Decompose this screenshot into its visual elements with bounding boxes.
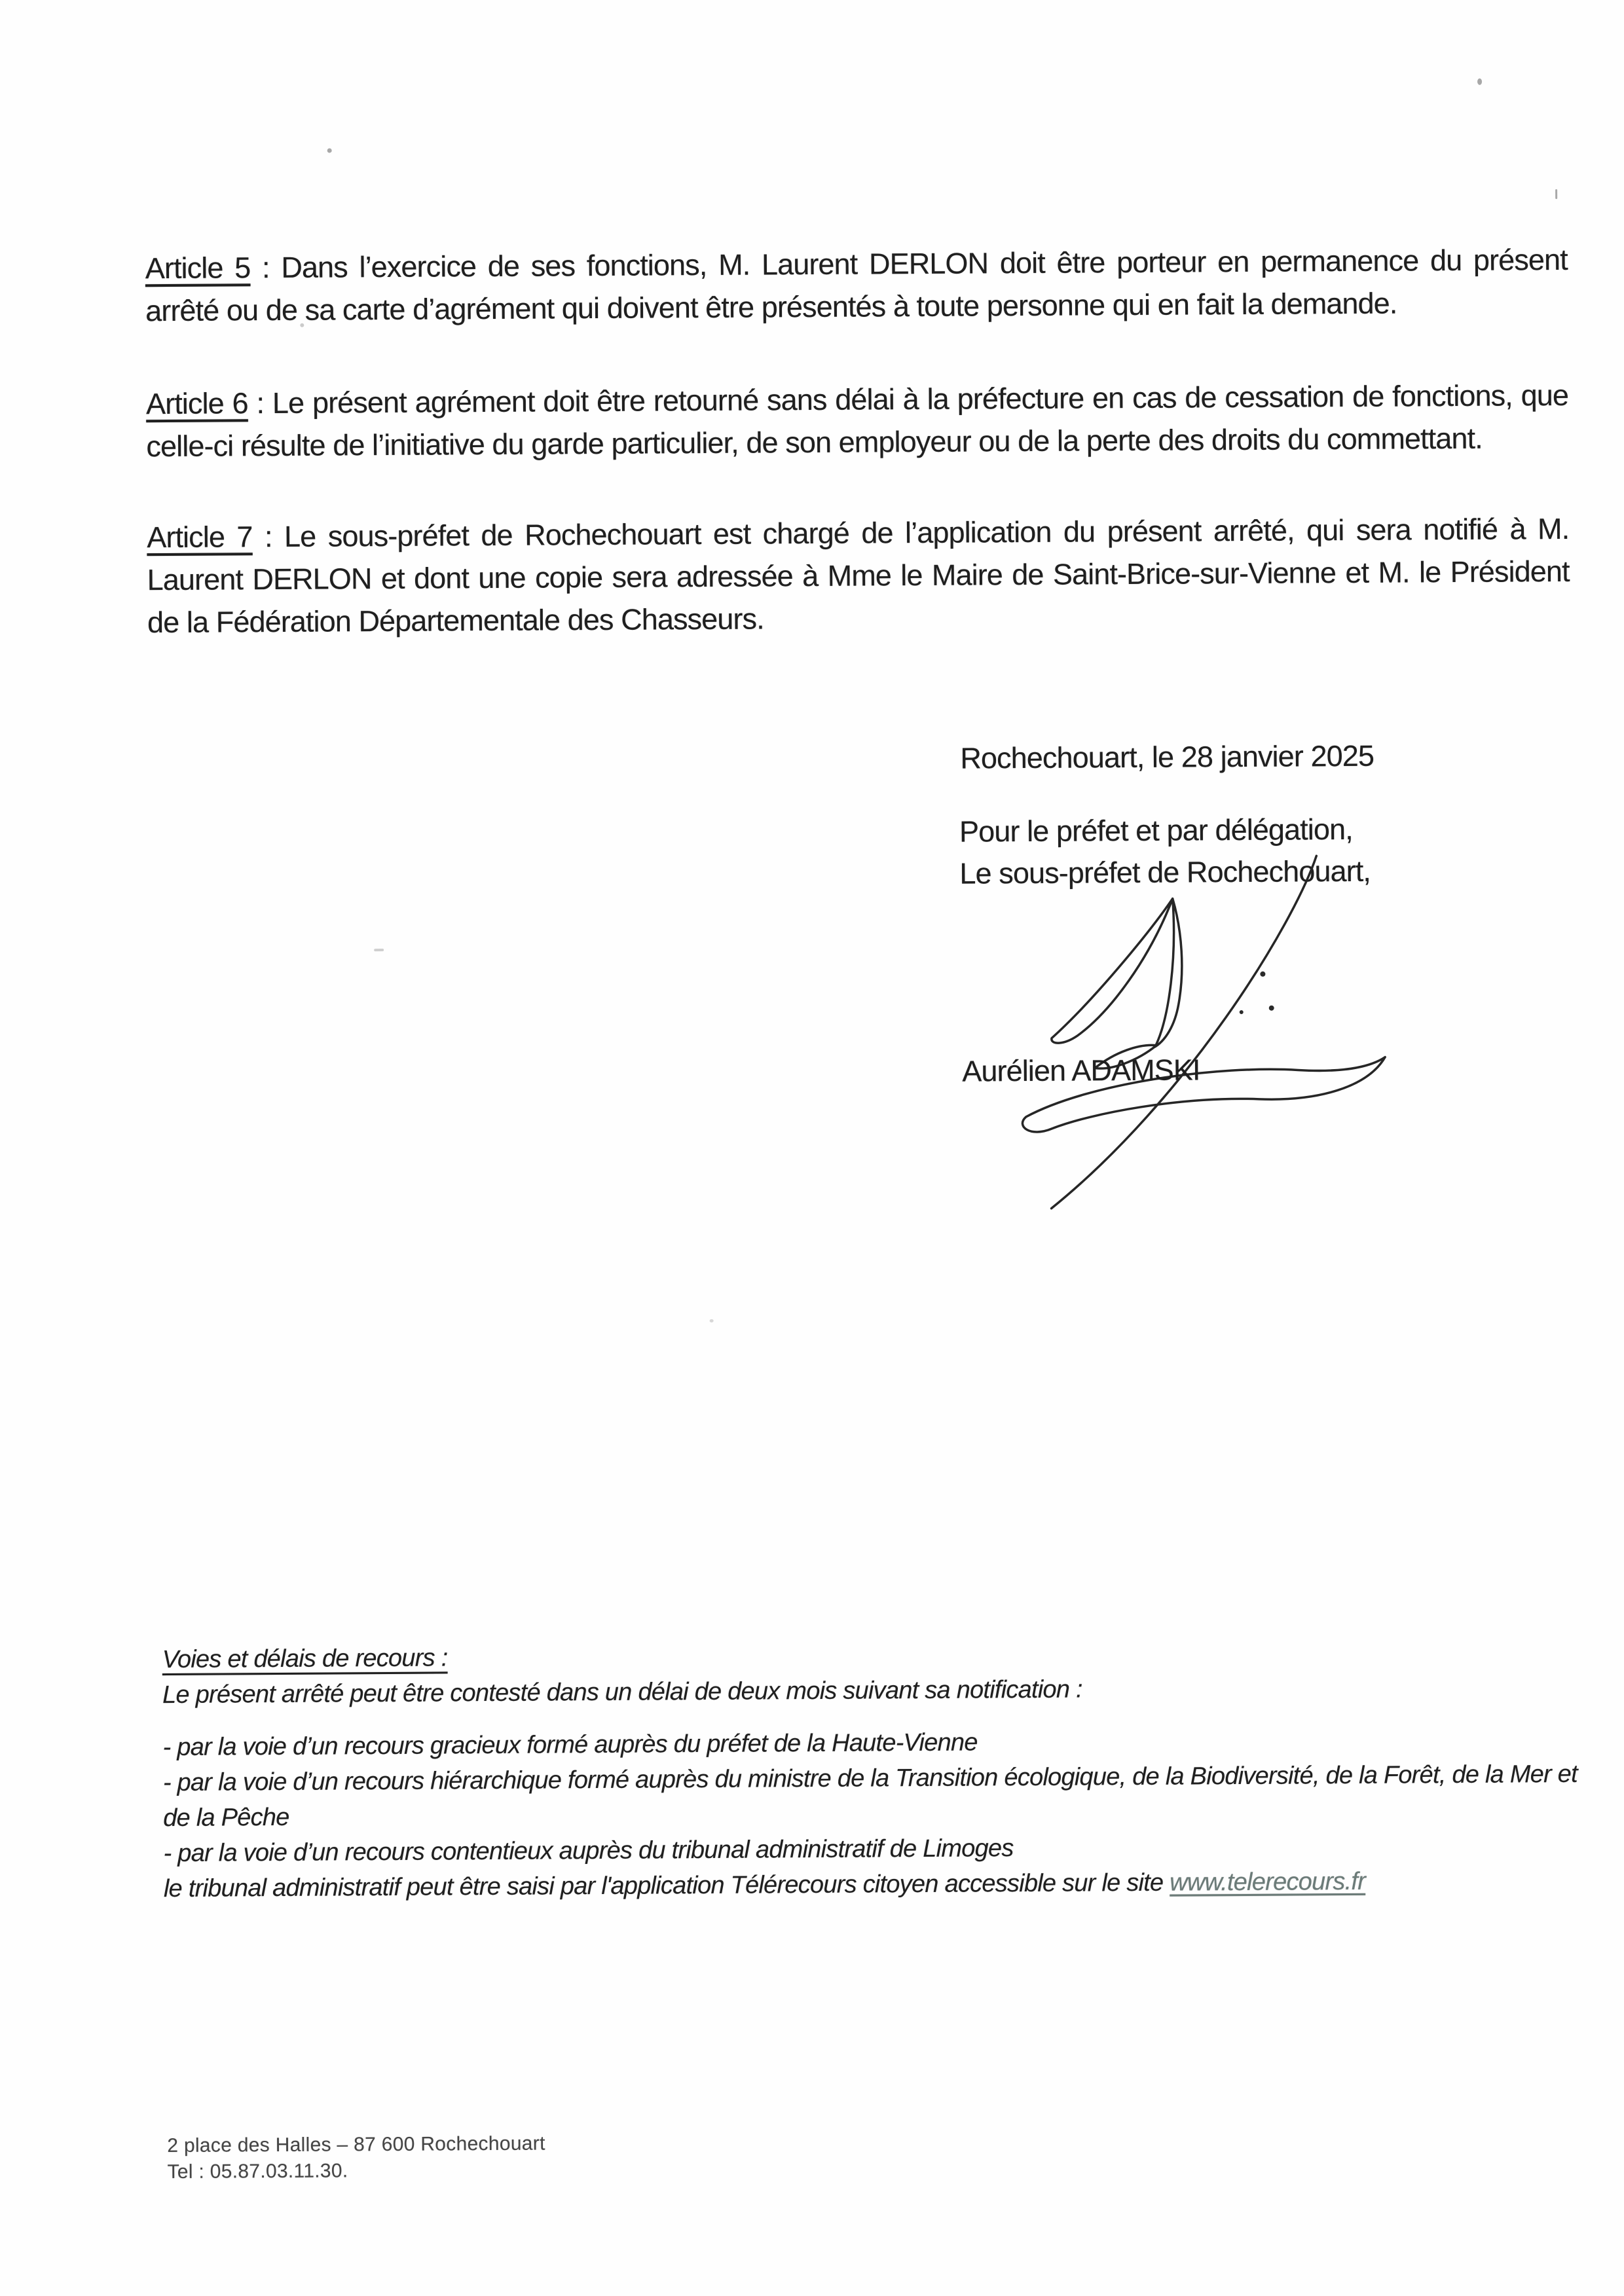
recours-item-contentieux: - par la voie d’un recours contentieux auprès du tribunal administratif de Limoges — [163, 1834, 1014, 1868]
recours-list — [162, 1721, 1585, 1906]
recours-item-gracieux: - par la voie d’un recours gracieux formé auprès du préfet de la Haute-Vienne — [162, 1728, 978, 1762]
article-5-label: Article 5 — [145, 251, 251, 285]
telerecours-link: www.telerecours.fr — [1170, 1867, 1366, 1897]
signature-long-diagonal — [1049, 856, 1318, 1208]
signature-ink-dot — [1240, 1010, 1244, 1014]
recours-item-hierarchique: - par la voie d’un recours hiérarchique formé auprès du ministre de la Transition écologique, de la Biodiversité, de la Forêt, de la Mer et de la Pêche — [162, 1760, 1578, 1832]
signature-left-leaf — [1051, 899, 1173, 1044]
scan-speck — [1477, 79, 1482, 85]
scan-speck — [710, 1319, 714, 1322]
article-7-label: Article 7 — [147, 520, 253, 555]
scan-speck — [1555, 189, 1557, 199]
scan-speck — [300, 323, 304, 327]
telerecours-prefix: le tribunal administratif peut être saisi par l'application Télérecours citoyen accessible sur le site — [163, 1868, 1170, 1903]
article-5-paragraph — [145, 238, 1568, 332]
article-6-separator: : — [248, 386, 273, 420]
recours-intro: Le présent arrêté peut être contesté dans un délai de deux mois suivant sa notification : — [162, 1675, 1082, 1709]
article-7-text: Le sous-préfet de Rochechouart est chargé de l’application du présent arrêté, qui sera notifié à M. Laurent DERLON et dont une copie sera adressée à Mme le Maire de Saint-Brice-sur-Vienne et M. le Président de la Fédération Départementale des Chasseurs. — [147, 511, 1570, 640]
signature-ink-dot — [1260, 972, 1265, 977]
handwritten-signature-icon — [1010, 848, 1392, 1230]
place-and-date: Rochechouart, le 28 janvier 2025 — [960, 738, 1375, 775]
delegation-line-2: Le sous-préfet de Rochechouart, — [959, 854, 1371, 890]
article-5-separator: : — [250, 250, 282, 285]
delegation-line-1: Pour le préfet et par délégation, — [959, 812, 1353, 848]
signature-descender — [1154, 899, 1183, 1047]
scan-speck — [327, 148, 332, 153]
recours-title: Voies et délais de recours : — [162, 1644, 448, 1674]
article-6-label: Article 6 — [145, 386, 248, 421]
scan-speck — [374, 949, 384, 951]
article-7-paragraph — [147, 507, 1570, 644]
footer-phone: Tel : 05.87.03.11.30. — [167, 2160, 348, 2183]
signatory-name: Aurélien ADAMSKI — [962, 1053, 1200, 1088]
article-6-paragraph — [146, 374, 1569, 467]
footer-address: 2 place des Halles – 87 600 Rochechouart — [167, 2132, 545, 2157]
article-7-separator: : — [252, 519, 285, 554]
signature-ink-dot — [1269, 1006, 1274, 1011]
article-6-text: Le présent agrément doit être retourné sans délai à la préfecture en cas de cessation de fonctions, que celle-ci résulte de l’initiative du garde particulier, de son employeur ou de la perte des droits du commettant. — [146, 378, 1569, 464]
page-footer — [167, 2131, 545, 2186]
article-5-text: Dans l’exercice de ses fonctions, M. Laurent DERLON doit être porteur en permanence du présent arrêté ou de sa carte d’agrément qui doivent être présentés à toute personne qui en fait la demande. — [145, 242, 1568, 328]
recours-section — [162, 1633, 1585, 1906]
